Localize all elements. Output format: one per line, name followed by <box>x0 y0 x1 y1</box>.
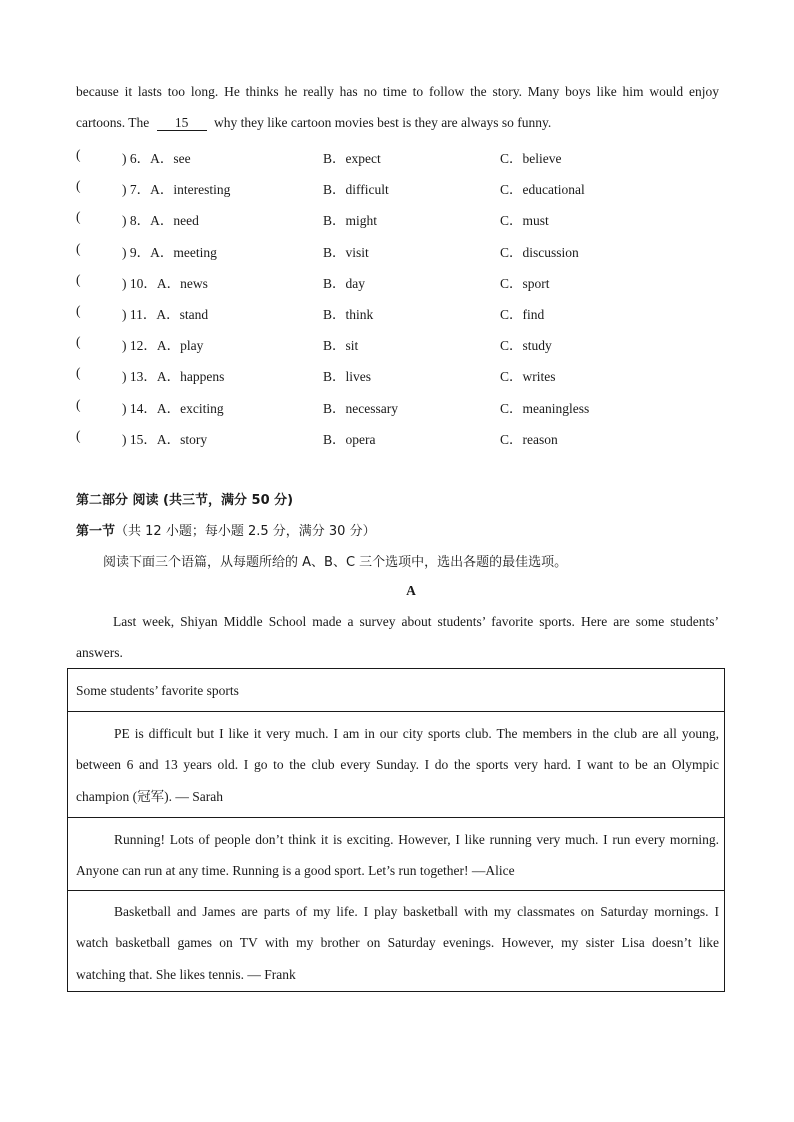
option-b: B．necessary <box>323 400 398 416</box>
intro-line-1: Last week, Shiyan Middle School made a survey about students’ favorite sports. Here are some students’ <box>113 614 719 629</box>
option-c: C．must <box>500 213 549 229</box>
question-number-option-a <box>122 365 224 385</box>
question-number: ) 6．A． <box>122 151 174 166</box>
table-header: Some students’ favorite sports <box>76 683 239 698</box>
option-c: C．find <box>500 307 545 322</box>
blank-15: 15 <box>157 116 207 131</box>
option-b: B．think <box>323 307 374 322</box>
question-number-option-a <box>122 428 207 448</box>
question-number: ) 15．A． <box>122 431 181 447</box>
part-1-label: 第一节 <box>76 524 116 539</box>
answer-paren-open: ( <box>76 365 81 381</box>
sports-table <box>67 668 725 992</box>
question-number: ) 8．A． <box>122 213 174 229</box>
frank-text <box>76 896 719 990</box>
question-number-option-a <box>122 334 203 354</box>
sarah-text <box>76 718 719 812</box>
question-row <box>76 303 719 323</box>
question-row <box>76 397 719 417</box>
table-header-cell <box>68 669 724 712</box>
question-number: ) 13．A． <box>122 369 181 385</box>
question-number: ) 11．A． <box>122 307 180 322</box>
question-row <box>76 428 719 448</box>
question-number-option-a <box>122 209 199 229</box>
option-c: C．believe <box>500 151 562 166</box>
section-2-part-1 <box>76 520 719 539</box>
answer-paren-open: ( <box>76 303 81 318</box>
question-number-option-a <box>122 147 191 167</box>
frank-line-1: Basketball and James are parts of my life. I play basketball with my classmates on Saturday mornings. I <box>114 904 719 919</box>
option-a: stand <box>179 307 209 322</box>
question-row <box>76 178 719 198</box>
option-a: play <box>180 338 204 354</box>
option-b: B．sit <box>323 338 359 354</box>
question-row <box>76 209 719 229</box>
passage-line-2-end: why they like cartoon movies best is they are always so funny. <box>213 115 552 130</box>
option-b: B．lives <box>323 369 372 385</box>
option-a: news <box>180 275 208 291</box>
option-a: exciting <box>180 400 224 416</box>
option-a: story <box>180 431 208 447</box>
question-number-option-a <box>122 178 230 198</box>
answer-paren-open: ( <box>76 271 81 287</box>
option-a: interesting <box>173 182 231 198</box>
option-b: B．expect <box>323 151 381 166</box>
answer-paren-open: ( <box>76 334 81 350</box>
question-number-option-a <box>122 272 208 292</box>
option-c: C．study <box>500 338 552 354</box>
option-c: C．educational <box>500 182 585 198</box>
option-c: C．discussion <box>500 244 579 260</box>
sarah-cell <box>68 712 724 818</box>
option-c: C．meaningless <box>500 400 590 416</box>
question-row <box>76 365 719 385</box>
sarah-line-1: PE is difficult but I like it very much. I am in our city sports club. The members in the club are all young, <box>114 726 719 741</box>
option-a: meeting <box>173 244 217 260</box>
question-row <box>76 241 719 261</box>
option-c: C．writes <box>500 369 556 385</box>
question-number: ) 12．A． <box>122 338 181 354</box>
passage-line-2-start: cartoons. The <box>76 115 150 130</box>
alice-line-1: Running! Lots of people don’t think it is exciting. However, I like running very much. I run every morning. <box>114 832 719 847</box>
sarah-line-3: champion (冠军). — Sarah <box>76 788 223 804</box>
sarah-line-2: between 6 and 13 years old. I go to the club every Sunday. I do the sports very hard. I want to be an Olympic <box>76 757 719 773</box>
answer-paren-open: ( <box>76 396 81 412</box>
answer-paren-open: ( <box>76 209 81 225</box>
reading-instruction: 阅读下面三个语篇，从每题所给的 A、B、C 三个选项中，选出各题的最佳选项。 <box>103 555 568 570</box>
frank-line-3: watching that. She likes tennis. — Frank <box>76 966 296 982</box>
answer-paren-open: ( <box>76 240 81 256</box>
alice-text <box>76 824 719 887</box>
question-row <box>76 334 719 354</box>
section-2-title: 第二部分 阅读 (共三节，满分 50 分) <box>76 493 294 508</box>
answer-paren-open: ( <box>76 147 81 162</box>
part-1-note: （共 12 小题；每小题 2.5 分，满分 30 分） <box>115 524 376 539</box>
question-number-option-a <box>122 397 224 417</box>
option-a: need <box>173 213 199 229</box>
question-number: ) 10．A． <box>122 275 181 291</box>
alice-line-2: Anyone can run at any time. Running is a good sport. Let’s run together! —Alice <box>76 863 515 879</box>
option-b: B．visit <box>323 244 369 260</box>
option-a: happens <box>180 369 225 385</box>
frank-line-2: watch basketball games on TV with my brother on Saturday evenings. However, my sister Lisa doesn’t like <box>76 935 719 951</box>
frank-cell <box>68 891 724 991</box>
question-number: ) 7．A． <box>122 182 174 198</box>
option-b: B．might <box>323 213 378 229</box>
passage-line-2 <box>76 115 719 131</box>
question-number: ) 14．A． <box>122 400 181 416</box>
intro-line-2: answers. <box>76 645 123 660</box>
passage-line-1: because it lasts too long. He thinks he really has no time to follow the story. Many boys like him would enjoy <box>76 84 719 99</box>
option-b: B．opera <box>323 431 376 447</box>
option-a: see <box>173 151 191 166</box>
answer-paren-open: ( <box>76 427 81 443</box>
question-row <box>76 272 719 292</box>
question-number-option-a <box>122 241 217 261</box>
option-b: B．day <box>323 275 365 291</box>
option-b: B．difficult <box>323 182 389 198</box>
option-c: C．sport <box>500 275 550 291</box>
passage-label: A <box>406 583 416 598</box>
question-row <box>76 147 719 167</box>
option-c: C．reason <box>500 431 558 447</box>
question-number-option-a <box>122 303 208 323</box>
alice-cell <box>68 818 724 891</box>
answer-paren-open: ( <box>76 178 81 194</box>
question-number: ) 9．A． <box>122 244 174 260</box>
